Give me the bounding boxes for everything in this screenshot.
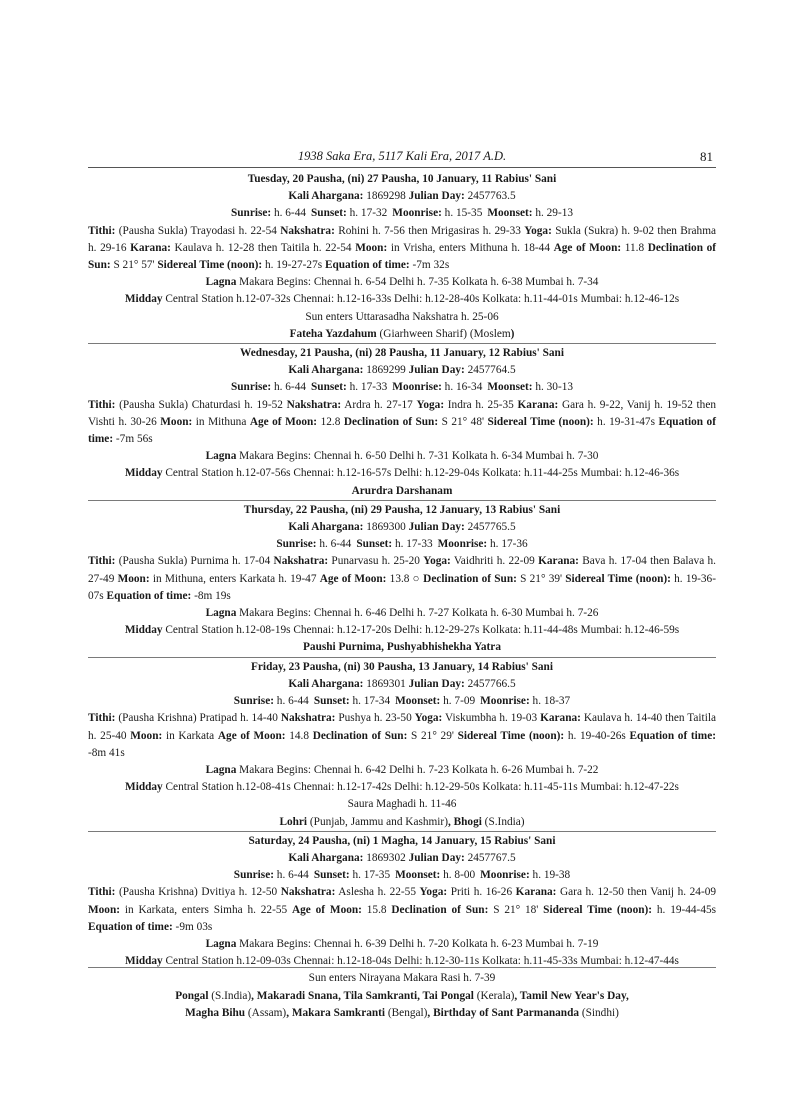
lagna-line xyxy=(88,448,716,465)
kali-value: 1869301 xyxy=(363,677,409,690)
kali-value: 1869300 xyxy=(363,521,409,534)
midday-text: Central Station h.12-07-32s Chennai: h.12-16-33s Delhi: h.12-28-40s Kolkata: h.11-44-01s Mumbai: h.12-46-12s xyxy=(162,293,680,306)
run-text: (S.India) xyxy=(481,815,525,828)
lagna-text: Makara Begins: Chennai h. 6-39 Delhi h. 7-20 Kolkata h. 6-23 Mumbai h. 7-19 xyxy=(236,937,599,950)
time-label: Moonset: xyxy=(395,695,441,708)
bold-label: Yoga: xyxy=(419,886,448,899)
bold-label: Declination of Sun: xyxy=(423,572,517,585)
run-text: h. 19-31-47s xyxy=(593,415,659,428)
bold-label: Equation of time: xyxy=(106,589,192,602)
day-entry xyxy=(88,831,716,1022)
run-text: (Punjab, Jammu and Kashmir) xyxy=(307,815,448,828)
bold-label: Equation of time: xyxy=(88,920,173,933)
time-label: Moonrise: xyxy=(437,538,488,551)
time-value: h. 7-09 xyxy=(440,695,476,708)
time-label: Sunrise: xyxy=(276,538,317,551)
julian-value: 2457764.5 xyxy=(464,364,516,377)
time-value: h. 17-32 xyxy=(346,207,388,220)
day-entry xyxy=(88,500,716,657)
festival-line xyxy=(88,814,716,831)
bold-label: Age of Moon: xyxy=(553,241,622,254)
run-text: -8m 19s xyxy=(191,589,231,602)
midday-text: Central Station h.12-07-56s Chennai: h.12-16-57s Delhi: h.12-29-04s Kolkata: h.11-44-25s Mumbai: h.12-46-36s xyxy=(162,467,680,480)
time-value: h. 15-35 xyxy=(441,207,483,220)
lagna-label: Lagna xyxy=(205,763,237,776)
time-label: Moonset: xyxy=(487,207,533,220)
panchanga-paragraph xyxy=(88,397,716,449)
julian-label: Julian Day: xyxy=(408,851,465,864)
run-text: in Mithuna, enters Karkata h. 19-47 xyxy=(149,572,320,585)
bold-label: Lohri xyxy=(279,815,308,828)
lagna-text: Makara Begins: Chennai h. 6-42 Delhi h. 7-23 Kolkata h. 6-26 Mumbai h. 7-22 xyxy=(236,763,599,776)
time-label: Sunset: xyxy=(313,695,350,708)
bold-label: Age of Moon: xyxy=(217,729,286,742)
panchanga-paragraph xyxy=(88,223,716,275)
page-number: 81 xyxy=(700,149,713,164)
time-label: Sunrise: xyxy=(233,695,274,708)
bold-label: Tithi: xyxy=(88,398,116,411)
rise-set-line xyxy=(88,205,716,222)
ahargana-line xyxy=(88,676,716,693)
midday-label: Midday xyxy=(124,624,163,637)
run-text: (Pausha Krishna) Dvitiya h. 12-50 xyxy=(115,886,281,899)
day-title: Saturday, 24 Pausha, (ni) 1 Magha, 14 January, 15 Rabius' Sani xyxy=(248,834,556,847)
run-text: 13.8 ○ xyxy=(386,572,424,585)
run-text: S 21° 29' xyxy=(407,729,458,742)
lagna-label: Lagna xyxy=(205,937,237,950)
run-text: in Mithuna xyxy=(192,415,250,428)
bold-label: Sidereal Time (noon): xyxy=(565,572,671,585)
run-text: Kaulava h. 14-40 then Taitila h. 25-40 xyxy=(88,712,716,742)
time-value: h. 19-38 xyxy=(529,869,571,882)
time-value: h. 6-44 xyxy=(271,381,306,394)
run-text: S 21° 18' xyxy=(488,903,544,916)
run-text: 14.8 xyxy=(285,729,313,742)
bold-label: Tithi: xyxy=(88,224,116,237)
run-text: -7m 56s xyxy=(113,433,153,446)
run-text: Bava h. 17-04 then Balava h. 27-49 xyxy=(88,555,716,585)
time-value: h. 8-00 xyxy=(440,869,476,882)
kali-label: Kali Ahargana: xyxy=(288,677,364,690)
julian-label: Julian Day: xyxy=(408,677,465,690)
julian-value: 2457767.5 xyxy=(464,851,516,864)
julian-value: 2457765.5 xyxy=(464,521,516,534)
run-text: S 21° 39' xyxy=(516,572,566,585)
julian-value: 2457766.5 xyxy=(464,677,516,690)
bold-label: Paushi Purnima, Pushyabhishekha Yatra xyxy=(303,641,501,654)
midday-label: Midday xyxy=(124,467,163,480)
running-title: 1938 Saka Era, 5117 Kali Era, 2017 A.D. xyxy=(297,149,507,163)
bold-label: Nakshatra: xyxy=(280,712,336,725)
time-value: h. 16-34 xyxy=(441,381,483,394)
lagna-text: Makara Begins: Chennai h. 6-50 Delhi h. 7-31 Kolkata h. 6-34 Mumbai h. 7-30 xyxy=(236,450,599,463)
run-text: 11.8 xyxy=(621,241,648,254)
time-label: Sunrise: xyxy=(230,381,272,394)
bold-label: Declination of Sun: xyxy=(88,241,717,272)
run-text: Aslesha h. 22-55 xyxy=(335,886,420,899)
bold-label: Yoga: xyxy=(524,224,552,237)
bold-label: Karana: xyxy=(538,555,579,568)
run-text: h. 19-44-45s xyxy=(652,903,717,916)
bold-label: Nakshatra: xyxy=(280,224,335,237)
time-label: Sunset: xyxy=(313,869,350,882)
run-text: (Giarhween Sharif) (Moslem xyxy=(376,327,511,340)
bold-label: Declination of Sun: xyxy=(312,729,408,742)
festival-line xyxy=(88,639,716,656)
bold-label: Karana: xyxy=(515,886,557,899)
bold-label: Fateha Yazdahum xyxy=(289,327,377,340)
run-text: Indra h. 25-35 xyxy=(444,398,518,411)
bold-label: Moon: xyxy=(117,572,150,585)
run-text: (Bengal) xyxy=(385,1006,428,1019)
run-text: -8m 41s xyxy=(88,746,125,759)
bold-label: Arurdra Darshanam xyxy=(351,484,453,497)
day-title: Wednesday, 21 Pausha, (ni) 28 Pausha, 11 January, 12 Rabius' Sani xyxy=(240,347,564,360)
time-label: Moonset: xyxy=(487,381,533,394)
kali-label: Kali Ahargana: xyxy=(288,521,364,534)
rise-set-line xyxy=(88,867,716,884)
bold-label: Magha Bihu xyxy=(185,1006,246,1019)
time-label: Moonrise: xyxy=(392,207,442,220)
bold-label: Moon: xyxy=(130,729,163,742)
panchanga-paragraph xyxy=(88,553,716,605)
time-label: Moonrise: xyxy=(480,869,530,882)
lagna-line xyxy=(88,762,716,779)
bold-label: Sidereal Time (noon): xyxy=(157,259,263,272)
bold-label: Nakshatra: xyxy=(273,555,329,568)
time-value: h. 6-44 xyxy=(271,207,306,220)
extra-note: Sun enters Uttarasadha Nakshatra h. 25-06 xyxy=(305,310,499,323)
run-text: S 21° 57' xyxy=(110,259,158,272)
time-value: h. 17-36 xyxy=(487,538,528,551)
run-text: (Sindhi) xyxy=(579,1006,619,1019)
rise-set-line xyxy=(88,693,716,710)
julian-label: Julian Day: xyxy=(408,190,465,203)
run-text: Ardra h. 27-17 xyxy=(341,398,417,411)
midday-line xyxy=(88,465,716,482)
header-divider xyxy=(88,167,716,168)
bold-label: , Bhogi xyxy=(447,815,482,828)
run-text: Sukla (Sukra) h. 9-02 then Brahma h. 29-16 xyxy=(88,224,717,254)
julian-label: Julian Day: xyxy=(408,364,465,377)
midday-line xyxy=(88,622,716,639)
panchanga-paragraph xyxy=(88,710,716,762)
bold-label: Moon: xyxy=(160,415,193,428)
bold-label: , Makaradi Snana, Tila Samkranti, Tai Pongal xyxy=(251,989,474,1002)
festival-line xyxy=(88,326,716,343)
bold-label: Karana: xyxy=(517,398,559,411)
bold-label: Equation of time: xyxy=(324,259,410,272)
kali-label: Kali Ahargana: xyxy=(288,364,364,377)
time-value: h. 29-13 xyxy=(532,207,574,220)
run-text: (Pausha Sukla) Trayodasi h. 22-54 xyxy=(115,224,281,237)
bold-label: Sidereal Time (noon): xyxy=(543,903,653,916)
lagna-label: Lagna xyxy=(205,276,237,289)
kali-label: Kali Ahargana: xyxy=(288,851,364,864)
run-text: (Kerala) xyxy=(473,989,515,1002)
midday-label: Midday xyxy=(124,293,163,306)
bold-label: Tithi: xyxy=(88,555,116,568)
run-text: (S.India) xyxy=(208,989,252,1002)
lagna-text: Makara Begins: Chennai h. 6-46 Delhi h. 7-27 Kolkata h. 6-30 Mumbai h. 7-26 xyxy=(236,607,599,620)
julian-value: 2457763.5 xyxy=(464,190,516,203)
end-divider xyxy=(88,967,716,968)
time-label: Moonrise: xyxy=(392,381,442,394)
run-text: S 21° 48' xyxy=(438,415,488,428)
time-value: h. 18-37 xyxy=(529,695,571,708)
run-text: Priti h. 16-26 xyxy=(447,886,516,899)
bold-label: ) xyxy=(510,327,515,340)
run-text: h. 19-36-07s xyxy=(88,572,716,602)
rise-set-line xyxy=(88,379,716,396)
bold-label: Equation of time: xyxy=(88,415,716,446)
almanac-entries xyxy=(88,171,716,1022)
run-text: Viskumbha h. 19-03 xyxy=(442,712,541,725)
bold-label: Yoga: xyxy=(416,398,445,411)
bold-label: Equation of time: xyxy=(629,729,716,742)
run-text: h. 19-40-26s xyxy=(564,729,630,742)
kali-value: 1869299 xyxy=(363,364,409,377)
time-value: h. 30-13 xyxy=(532,381,574,394)
run-text: 12.8 xyxy=(317,415,344,428)
day-title: Tuesday, 20 Pausha, (ni) 27 Pausha, 10 January, 11 Rabius' Sani xyxy=(247,173,557,185)
run-text: Rohini h. 7-56 then Mrigasiras h. 29-33 xyxy=(334,224,525,237)
midday-label: Midday xyxy=(125,781,163,794)
lagna-line xyxy=(88,274,716,291)
time-value: h. 6-44 xyxy=(316,538,352,551)
day-title: Thursday, 22 Pausha, (ni) 29 Pausha, 12 January, 13 Rabius' Sani xyxy=(243,503,561,516)
bold-label: Age of Moon: xyxy=(291,903,362,916)
run-text: Pushya h. 23-50 xyxy=(335,712,415,725)
run-text: -9m 03s xyxy=(172,920,213,933)
time-value: h. 17-33 xyxy=(346,381,388,394)
day-entry xyxy=(88,343,716,500)
extra-note: Saura Maghadi h. 11-46 xyxy=(347,798,457,811)
ahargana-line xyxy=(88,519,716,536)
midday-line xyxy=(88,779,716,796)
ahargana-line xyxy=(88,362,716,379)
bold-label: Declination of Sun: xyxy=(343,415,439,428)
bold-label: Pongal xyxy=(175,989,209,1002)
time-value: h. 6-44 xyxy=(273,695,309,708)
midday-text: Central Station h.12-08-41s Chennai: h.12-17-42s Delhi: h.12-29-50s Kolkata: h.11-45-11s Mumbai: h.12-47-22s xyxy=(162,781,679,794)
bold-label: Sidereal Time (noon): xyxy=(487,415,594,428)
run-text: in Karkata, enters Simha h. 22-55 xyxy=(120,903,292,916)
run-text: (Pausha Sukla) Chaturdasi h. 19-52 xyxy=(115,398,287,411)
rise-set-line xyxy=(88,536,716,553)
ahargana-line xyxy=(88,188,716,205)
run-text: in Vrisha, enters Mithuna h. 18-44 xyxy=(387,241,554,254)
time-label: Sunset: xyxy=(356,538,393,551)
ahargana-line xyxy=(88,850,716,867)
time-label: Moonset: xyxy=(395,869,441,882)
bold-label: Yoga: xyxy=(423,555,451,568)
panchanga-paragraph xyxy=(88,884,716,936)
day-entry xyxy=(88,657,716,831)
run-text: (Pausha Sukla) Purnima h. 17-04 xyxy=(115,555,274,568)
bold-label: Karana: xyxy=(540,712,581,725)
bold-label: , Makara Samkranti xyxy=(286,1006,386,1019)
run-text: in Karkata xyxy=(162,729,218,742)
kali-value: 1869298 xyxy=(363,190,409,203)
time-label: Sunrise: xyxy=(233,869,274,882)
bold-label: Moon: xyxy=(88,903,121,916)
run-text: Gara h. 9-22, Vanij h. 19-52 then Vishti h. 30-26 xyxy=(88,398,716,428)
time-label: Sunrise: xyxy=(230,207,272,220)
bold-label: Declination of Sun: xyxy=(391,903,489,916)
day-title: Friday, 23 Pausha, (ni) 30 Pausha, 13 January, 14 Rabius' Sani xyxy=(251,660,553,673)
lagna-line xyxy=(88,936,716,953)
bold-label: , Tamil New Year's Day, xyxy=(514,989,629,1002)
bold-label: Age of Moon: xyxy=(319,572,387,585)
lagna-text: Makara Begins: Chennai h. 6-54 Delhi h. 7-35 Kolkata h. 6-38 Mumbai h. 7-34 xyxy=(236,276,599,289)
time-value: h. 6-44 xyxy=(273,869,309,882)
lagna-label: Lagna xyxy=(205,607,237,620)
bold-label: Tithi: xyxy=(88,886,116,899)
bold-label: , Birthday of Sant Parmananda xyxy=(427,1006,580,1019)
midday-text: Central Station h.12-08-19s Chennai: h.12-17-20s Delhi: h.12-29-27s Kolkata: h.11-44-48s Mumbai: h.12-46-59s xyxy=(162,624,680,637)
run-text: Gara h. 12-50 then Vanij h. 24-09 xyxy=(556,886,717,899)
run-text: h. 19-27-27s xyxy=(262,259,325,272)
bold-label: Yoga: xyxy=(414,712,443,725)
festival-line xyxy=(88,1005,716,1022)
bold-label: Sidereal Time (noon): xyxy=(457,729,565,742)
midday-line xyxy=(88,291,716,308)
run-text: -7m 32s xyxy=(409,259,450,272)
time-label: Moonrise: xyxy=(480,695,530,708)
run-text: Vaidhriti h. 22-09 xyxy=(450,555,539,568)
time-value: h. 17-33 xyxy=(392,538,433,551)
run-text: Kaulava h. 12-28 then Taitila h. 22-54 xyxy=(170,241,356,254)
bold-label: Age of Moon: xyxy=(249,415,318,428)
bold-label: Nakshatra: xyxy=(280,886,336,899)
time-value: h. 17-35 xyxy=(349,869,391,882)
julian-label: Julian Day: xyxy=(408,521,465,534)
day-entry xyxy=(88,171,716,343)
kali-value: 1869302 xyxy=(363,851,409,864)
page-header xyxy=(88,146,716,166)
bold-label: Nakshatra: xyxy=(286,398,342,411)
run-text: Punarvasu h. 25-20 xyxy=(328,555,424,568)
bold-label: Karana: xyxy=(130,241,171,254)
run-text: 15.8 xyxy=(361,903,392,916)
time-value: h. 17-34 xyxy=(349,695,391,708)
extra-note: Sun enters Nirayana Makara Rasi h. 7-39 xyxy=(308,972,496,985)
time-label: Sunset: xyxy=(311,207,347,220)
festival-line xyxy=(88,483,716,500)
midday-label: Midday xyxy=(125,955,163,968)
kali-label: Kali Ahargana: xyxy=(288,190,364,203)
bold-label: Moon: xyxy=(355,241,388,254)
midday-text: Central Station h.12-09-03s Chennai: h.12-18-04s Delhi: h.12-30-11s Kolkata: h.11-45-33s Mumbai: h.12-47-44s xyxy=(162,955,679,968)
run-text: (Pausha Krishna) Pratipad h. 14-40 xyxy=(115,712,281,725)
festival-line xyxy=(88,988,716,1005)
lagna-line xyxy=(88,605,716,622)
run-text: (Assam) xyxy=(245,1006,287,1019)
time-label: Sunset: xyxy=(311,381,347,394)
lagna-label: Lagna xyxy=(205,450,237,463)
bold-label: Tithi: xyxy=(88,712,116,725)
